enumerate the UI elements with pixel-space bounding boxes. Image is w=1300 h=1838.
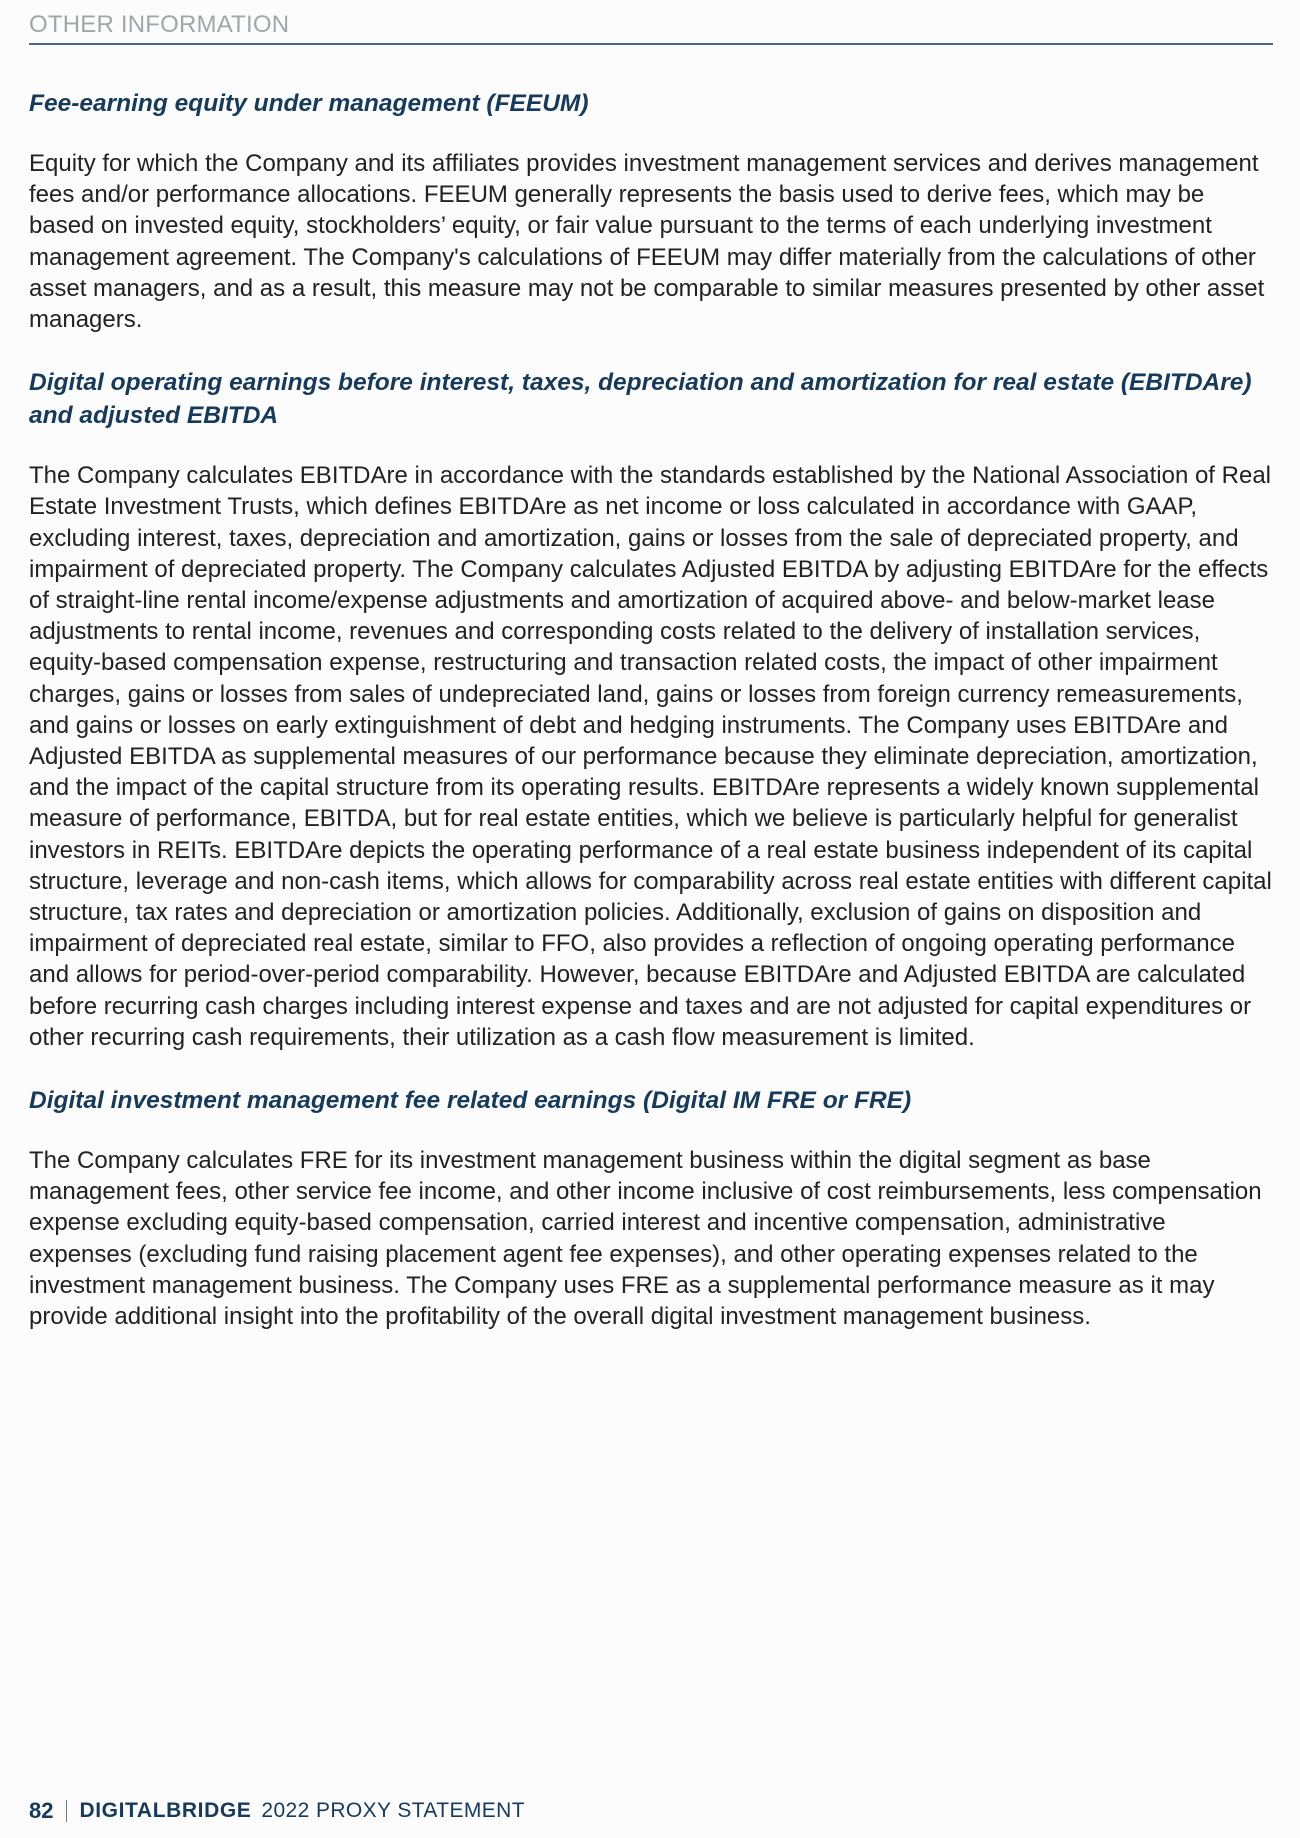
footer-document-title: 2022 PROXY STATEMENT <box>261 1799 525 1822</box>
section-title-ebitdare: Digital operating earnings before interest, taxes, depreciation and amortization for real estate (EBITDAre) and adjusted EBITDA <box>29 369 1252 430</box>
page-header <box>29 0 1273 45</box>
section-body-feeum: Equity for which the Company and its affiliates provides investment management services and derives management fees and/or performance allocations. FEEUM generally represents the basis used to derive fees, which may be based on invested equity, stockholders’ equity, or fair value pursuant to the terms of each underlying investment management agreement. The Company's calculations of FEEUM may differ materially from the calculations of other asset managers, and as a result, this measure may not be comparable to similar measures presented by other asset managers. <box>29 150 1265 334</box>
section-title-feeum: Fee-earning equity under management (FEEUM) <box>29 90 589 117</box>
document-page <box>29 0 1273 1332</box>
footer-brand: DIGITALBRIDGE <box>79 1799 252 1822</box>
page-footer <box>29 1796 525 1826</box>
section-body-ebitdare: The Company calculates EBITDAre in accordance with the standards established by the National Association of Real Estate Investment Trusts, which defines EBITDAre as net income or loss calculated in accordance with GAAP, excluding interest, taxes, depreciation and amortization, gains or losses from the sale of depreciated property, and impairment of depreciated property. The Company calculates Adjusted EBITDA by adjusting EBITDAre for the effects of straight-line rental income/expense adjustments and amortization of acquired above- and below-market lease adjustments to rental income, revenues and corresponding costs related to the delivery of installation services, equity-based compensation expense, restructuring and transaction related costs, the impact of other impairment charges, gains or losses from sales of undepreciated land, gains or losses from foreign currency remeasurements, and gains or losses on early extinguishment of debt and hedging instruments. The Company uses EBITDAre and Adjusted EBITDA as supplemental measures of our performance because they eliminate depreciation, amortization, and the impact of the capital structure from its operating results. EBITDAre represents a widely known supplemental measure of performance, EBITDA, but for real estate entities, which we believe is particularly helpful for generalist investors in REITs. EBITDAre depicts the operating performance of a real estate business independent of its capital structure, leverage and non-cash items, which allows for comparability across real estate entities with different capital structure, tax rates and depreciation or amortization policies. Additionally, exclusion of gains on disposition and impairment of depreciated real estate, similar to FFO, also provides a reflection of ongoing operating performance and allows for period-over-period comparability. However, because EBITDAre and Adjusted EBITDA are calculated before recurring cash charges including interest expense and taxes and are not adjusted for capital expenditures or other recurring cash requirements, their utilization as a cash flow measurement is limited. <box>29 462 1272 1051</box>
header-title: OTHER INFORMATION <box>29 11 290 38</box>
section-body-fre: The Company calculates FRE for its investment management business within the digital segment as base management fees, other service fee income, and other income inclusive of cost reimbursements, less compensation expense excluding equity-based compensation, carried interest and incentive compensation, administrative expenses (excluding fund raising placement agent fee expenses), and other operating expenses related to the investment management business. The Company uses FRE as a supplemental performance measure as it may provide additional insight into the profitability of the overall digital investment management business. <box>29 1147 1262 1331</box>
page-number: 82 <box>29 1798 54 1823</box>
footer-divider <box>66 1800 67 1822</box>
section-title-fre: Digital investment management fee related earnings (Digital IM FRE or FRE) <box>29 1087 912 1115</box>
